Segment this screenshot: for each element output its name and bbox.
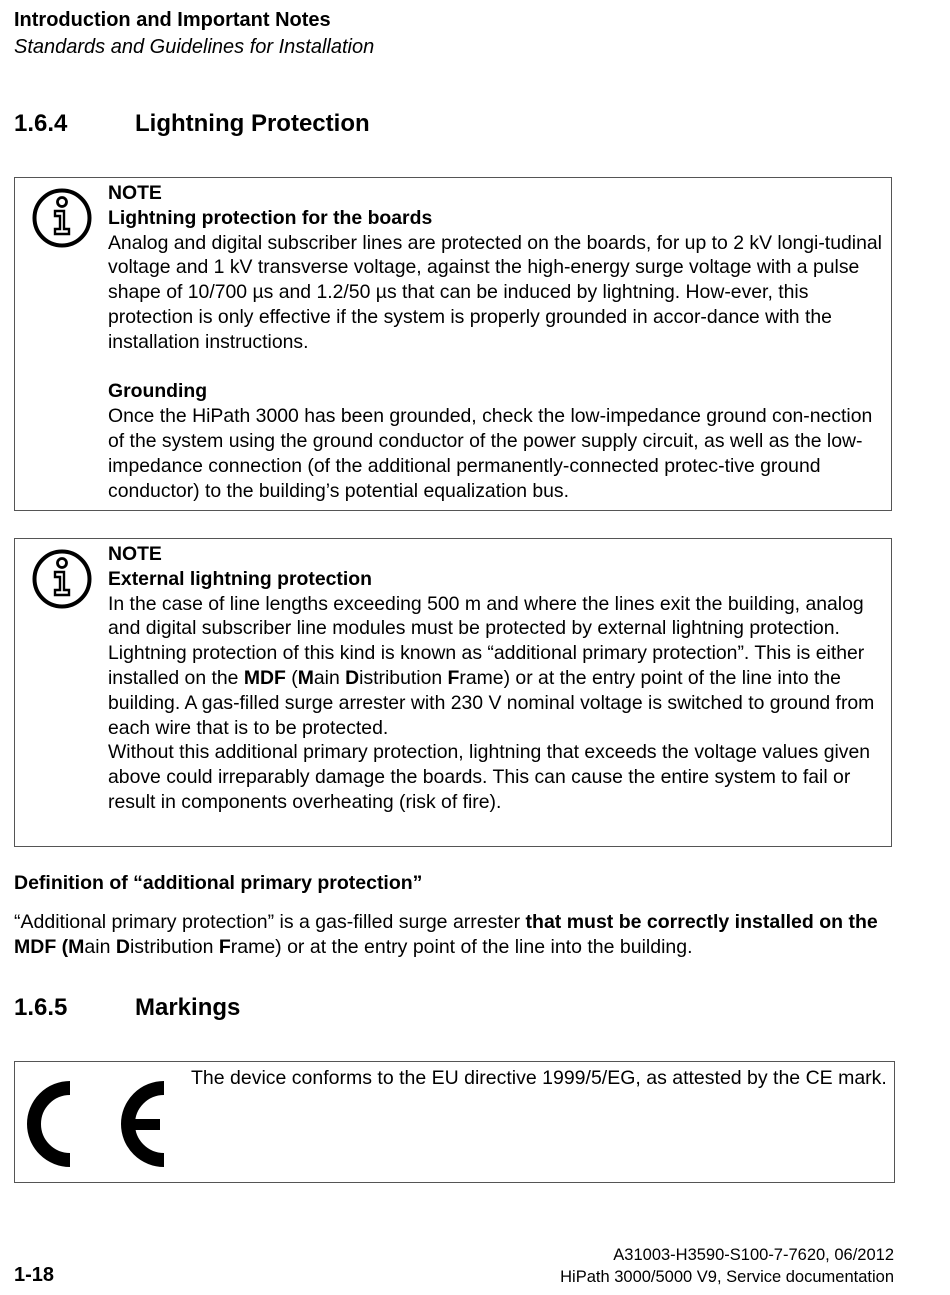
info-icon (32, 549, 92, 609)
markings-box (14, 1061, 895, 1183)
note-box-lightning-boards (14, 177, 892, 511)
note-paragraph: In the case of line lengths exceeding 500 m and where the lines exit the building, analog and digital subscriber line modules must be protected by external lightning protection. (108, 592, 864, 640)
ce-mark-icon (24, 1074, 168, 1174)
note-label: NOTE (108, 182, 162, 204)
note-content (108, 181, 890, 503)
section-number: 1.6.4 (14, 110, 68, 137)
page-number: 1-18 (14, 1264, 55, 1286)
note-paragraph: Analog and digital subscriber lines are protected on the boards, for up to 2 kV longi-tudinal voltage and 1 kV transverse voltage, against the high-energy surge voltage with a pulse shape of 10/700 µs and 1.2/50 µs that can be induced by lightning. How-ever, this protection is only effective if the system is properly grounded in accor-dance with the installation instructions. (108, 231, 882, 353)
page-header-title: Introduction and Important Notes (14, 9, 331, 31)
section-title: Markings (135, 994, 241, 1021)
note-paragraph-mdf: Lightning protection of this kind is known as “additional primary protection”. This is either installed on the MDF (Main Distribution Frame) or at the entry point of the line into the building. A gas-filled surge arrester with 230 V nominal voltage is switched to ground from each wire that is to be protected. (108, 642, 875, 739)
note-heading: External lightning protection (108, 567, 372, 590)
grounding-paragraph: Once the HiPath 3000 has been grounded, check the low-impedance ground con-nection of the system using the ground conductor of the power supply circuit, as well as the low-impedance connection (of the additional permanently-connected protec-tive ground conductor) to the building’s potential equalization bus. (108, 405, 873, 502)
note-paragraph-warning: Without this additional primary protection, lightning that exceeds the voltage values given above could irreparably damage the boards. This can cause the entire system to fail or result in components overheating (risk of fire). (108, 741, 871, 813)
section-title: Lightning Protection (135, 110, 370, 137)
note-content (108, 542, 890, 815)
page-header-subtitle: Standards and Guidelines for Installation (14, 36, 375, 58)
footer-doc-id: A31003-H3590-S100-7-7620, 06/2012 (613, 1246, 894, 1264)
note-label: NOTE (108, 543, 162, 565)
section-number: 1.6.5 (14, 994, 68, 1021)
markings-text: The device conforms to the EU directive 1999/5/EG, as attested by the CE mark. (191, 1067, 887, 1089)
footer-doc-title: HiPath 3000/5000 V9, Service documentation (560, 1268, 894, 1286)
definition-paragraph: “Additional primary protection” is a gas-filled surge arrester that must be correctly installed on the MDF (Main Distribution Frame) or at the entry point of the line into the building. (14, 911, 878, 958)
note-box-external-lightning (14, 538, 892, 847)
info-icon (32, 188, 92, 248)
grounding-heading: Grounding (108, 380, 208, 403)
note-heading: Lightning protection for the boards (108, 206, 433, 229)
definition-heading: Definition of “additional primary protection” (14, 872, 423, 894)
page-footer (560, 1244, 894, 1288)
